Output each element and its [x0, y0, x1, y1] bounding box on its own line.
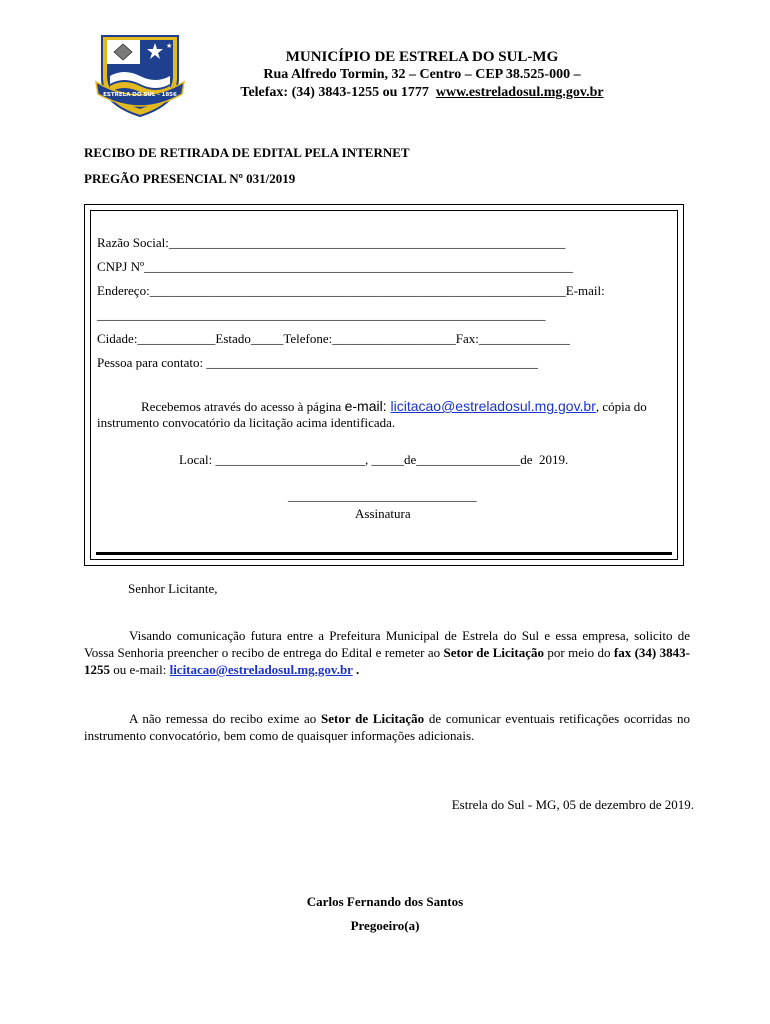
received-email-label: e-mail:: [344, 398, 391, 414]
phone-line: [200, 84, 644, 102]
receipt-title: RECIBO DE RETIRADA DE EDITAL PELA INTERNET: [84, 145, 410, 160]
p2-start: A não remessa do recibo exime ao: [129, 711, 321, 726]
form-bottom-rule: [96, 552, 672, 555]
p1-setor-licitacao: Setor de Licitação: [443, 645, 544, 660]
p1-mid2: ou e-mail:: [110, 662, 170, 677]
phone-text: Telefax: (34) 3843-1255 ou 1777: [240, 85, 429, 100]
svg-text:★: ★: [166, 42, 173, 50]
contact-person-field[interactable]: Pessoa para contato: ___________________________________________________: [97, 355, 538, 370]
p2-end: de comunicar eventuais retificações ocorridas no instrumento convocatório, bem como de quaisquer informações adicionais.: [84, 711, 691, 743]
p2-setor-licitacao: Setor de Licitação: [320, 711, 425, 726]
municipality-title: MUNICÍPIO DE ESTRELA DO SUL-MG: [285, 49, 559, 65]
paragraph-request: [84, 627, 690, 678]
received-statement: [141, 398, 647, 415]
received-prefix: Recebemos através do acesso à página: [141, 399, 345, 414]
letterhead: [200, 48, 644, 102]
signer-role: Pregoeiro(a): [350, 918, 420, 933]
received-suffix: , cópia do: [595, 399, 647, 414]
received-email-link[interactable]: licitacao@estreladosul.mg.gov.br: [390, 398, 596, 414]
p1-mid: por meio do: [543, 645, 614, 660]
receipt-subtitle: PREGÃO PRESENCIAL Nº 031/2019: [84, 171, 296, 186]
signature-line[interactable]: _____________________________: [288, 488, 477, 503]
crest-banner-text: ESTRELA DO SUL - 1856: [103, 92, 177, 98]
received-statement-line2: instrumento convocatório da licitação acima identificada.: [97, 415, 396, 430]
salutation: Senhor Licitante,: [128, 581, 218, 596]
endereco-field[interactable]: Endereço:________________________________________________________________E-mail:: [97, 283, 605, 298]
razao-social-field[interactable]: Razão Social:_____________________________________________________________: [97, 235, 566, 250]
website-link[interactable]: www.estreladosul.mg.gov.br: [435, 85, 604, 100]
local-date-field[interactable]: Local: _______________________, _____de________________de 2019.: [179, 452, 569, 467]
p1-end: .: [352, 662, 360, 677]
email-field[interactable]: _____________________________________________________________________: [97, 307, 546, 322]
p1-email-link[interactable]: licitacao@estreladosul.mg.gov.br: [169, 662, 353, 677]
cidade-estado-telefone-fax-field[interactable]: Cidade:____________Estado_____Telefone:___________________Fax:______________: [97, 331, 570, 346]
p1-fax: fax (34) 3843-1255: [84, 645, 690, 677]
address-line: Rua Alfredo Tormin, 32 – Centro – CEP 38.525-000 –: [263, 67, 581, 82]
paragraph-notice: [84, 710, 690, 744]
municipal-crest-logo: [94, 32, 186, 118]
cnpj-field[interactable]: CNPJ Nº__________________________________________________________________: [97, 259, 574, 274]
receipt-form-box: [84, 204, 684, 566]
signer-name: Carlos Fernando dos Santos: [306, 894, 464, 909]
date-line: Estrela do Sul - MG, 05 de dezembro de 2019.: [451, 797, 694, 812]
p1-text: Visando comunicação futura entre a Prefeitura Municipal de Estrela do Sul e essa empresa, solicito de Vossa Senhoria preencher o recibo de entrega do Edital e remeter ao: [84, 628, 690, 660]
signature-label: Assinatura: [355, 506, 411, 521]
